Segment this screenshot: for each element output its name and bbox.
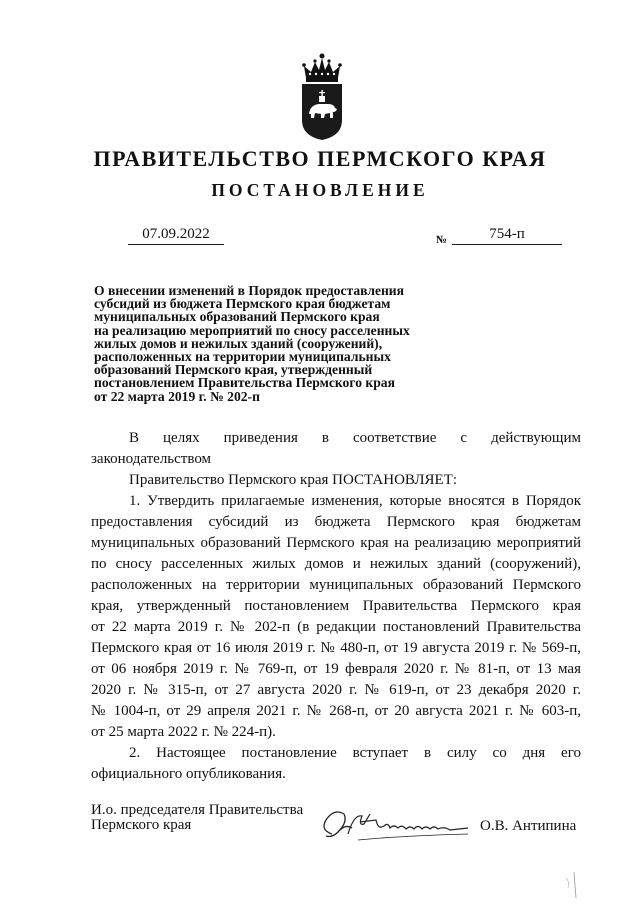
heading-line: образований Пермского края, утвержденный [94,362,373,378]
item1-line: предоставления субсидий из бюджета Пермского края бюджетам [91,514,581,530]
heading-line: жилых домов и нежилых зданий (сооружений), [94,335,383,351]
document-date: 07.09.2022 [128,226,224,245]
item1-line: Пермского края от 16 июля 2019 г. № 480-п, от 19 августа 2019 г. № 569-п, [91,640,581,656]
government-title: ПРАВИТЕЛЬСТВО ПЕРМСКОГО КРАЯ [93,146,547,171]
heading-line: постановлением Правительства Пермского края [94,375,395,391]
heading-line: расположенных на территории муниципальных [94,349,391,365]
heading-line: субсидий из бюджета Пермского края бюджетам [94,296,391,312]
signatory-position [91,803,303,833]
item1-line: № 1004-п, от 29 апреля 2021 г. № 268-п, от 20 августа 2021 г. № 603-п, [91,703,581,719]
heading-line: О внесении изменений в Порядок предоставления [94,283,404,298]
document-type-title: ПОСТАНОВЛЕНИЕ [211,180,429,200]
document-heading [94,284,474,403]
document-body [91,428,581,785]
item2-line: официального опубликования. [91,766,286,782]
item1-line: от 25 марта 2022 г. № 224-п). [91,724,276,740]
heading-line: муниципальных образований Пермского края [94,309,380,325]
coat-of-arms-emblem [297,52,347,142]
signatory-position-line: И.о. председателя Правительства [91,802,304,818]
item1-line: по сносу расселенных жилых домов и нежилых зданий (сооружений), [91,556,581,572]
item2-line: 2. Настоящее постановление вступает в силу со дня его [129,745,581,761]
item1-line: расположенных на территории муниципальных образований Пермского [91,577,581,593]
item1-line: муниципальных образований Пермского края на реализацию мероприятий [91,535,581,551]
heading-line: на реализацию мероприятий по сносу расселенных [94,322,410,338]
signatory-position-line: Пермского края [91,817,192,833]
item1-line: 1. Утвердить прилагаемые изменения, которые вносятся в Порядок [129,493,581,509]
signatory-name: О.В. Антипина [480,818,577,834]
decree-line: Правительство Пермского края ПОСТАНОВЛЯЕТ: [129,472,458,488]
document-number: 754-п [452,226,562,245]
item1-line: от 06 ноября 2019 г. № 769-п, от 19 февраля 2020 г. № 81-п, от 13 мая [91,661,581,677]
item1-line: края, утвержденный постановлением Правительства Пермского края [91,598,581,614]
item1-line: от 22 марта 2019 г. № 202-п (в редакции постановлений Правительства [91,619,581,635]
handwritten-signature [318,800,488,850]
number-sign: № [436,234,448,246]
intro-line: законодательством [91,451,212,467]
item1-line: 2020 г. № 315-п, от 27 августа 2020 г. № 619-п, от 23 декабря 2020 г. [91,682,581,698]
heading-line: от 22 марта 2019 г. № 202-п [94,388,260,404]
intro-line: В целях приведения в соответствие с действующим [129,430,581,446]
scan-marks [556,870,596,900]
